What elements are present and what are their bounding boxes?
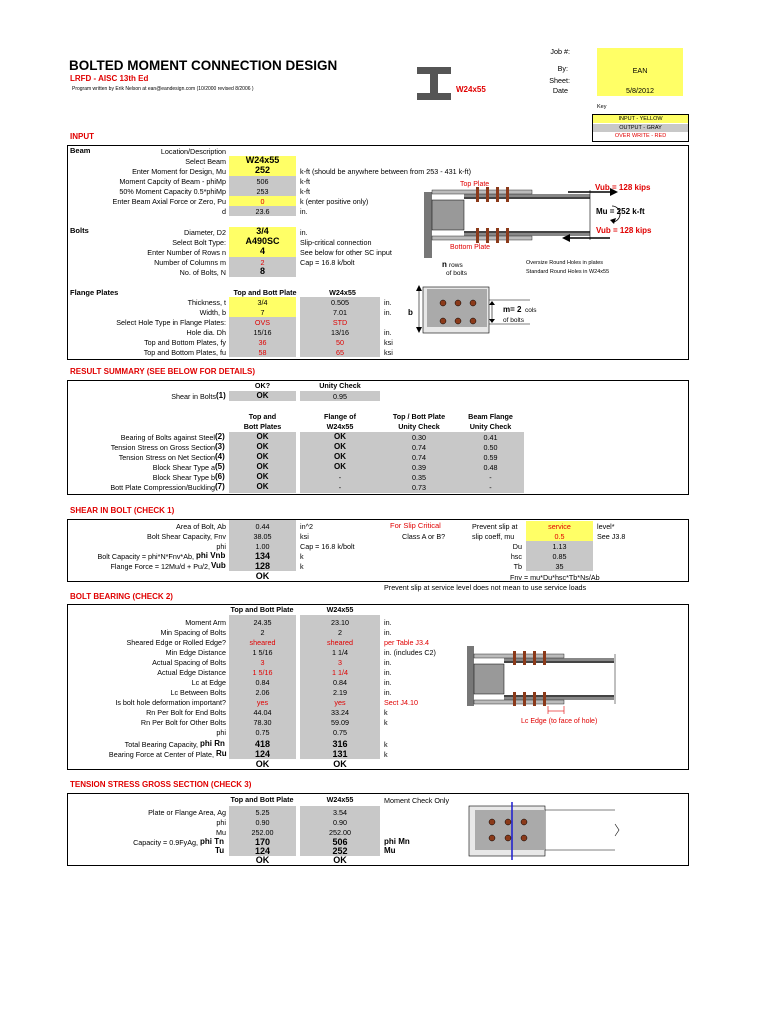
input-section-title: INPUT: [70, 132, 94, 141]
summary-col-header: Bott Plates: [243, 422, 282, 431]
bearing-unit: in.: [384, 678, 392, 687]
m-label: m= 2: [503, 305, 522, 314]
bearing-row-label: Actual Edge Distance: [157, 668, 226, 677]
bearing-row-label: Lc Between Bolts: [170, 688, 226, 697]
service-value: service: [548, 522, 571, 531]
d-value: 23.6: [255, 207, 270, 216]
slip-coeff-label: slip coeff, mu: [472, 532, 515, 541]
bearing-cell: 2.06: [255, 688, 270, 697]
shear-unit: k: [300, 552, 304, 561]
bearing-row-label: Is bolt hole deformation important?: [115, 698, 226, 707]
bearing-cell: 1 1/4: [332, 668, 348, 677]
ok-header: OK?: [254, 381, 271, 390]
bearing-cell: sheared: [249, 638, 276, 647]
tension-cell: 252.00: [329, 828, 351, 837]
bearing-cell: yes: [334, 698, 346, 707]
date-label: Date: [552, 86, 568, 95]
mu-label: Mu = 252 k-ft: [596, 207, 645, 216]
summary-cell: 0.48: [483, 463, 498, 472]
shear-value: 0.44: [255, 522, 270, 531]
bearing-ok-1: OK: [255, 759, 270, 769]
phi-mn-label: phi Mn: [384, 837, 410, 846]
bearing-unit: k: [384, 708, 388, 717]
summary-cell: 0.74: [412, 443, 426, 452]
bearing-total-2: 316: [332, 739, 348, 749]
plate-row-label: Select Hole Type in Flange Plates:: [116, 318, 226, 327]
bearing-unit: in.: [384, 688, 392, 697]
summary-cell: -: [338, 483, 342, 492]
lc-edge-label: Lc Edge (to face of hole): [521, 718, 598, 725]
summary-cell: OK: [256, 432, 269, 441]
summary-col-header: Unity Check: [469, 422, 512, 431]
bolt-rows-value: 4: [259, 246, 265, 256]
bearing-cell: 1 5/16: [252, 648, 273, 657]
shear-value: 1.00: [255, 542, 270, 551]
plate-cell: 36: [258, 338, 267, 347]
bolt-row-label: Number of Columns m: [154, 258, 226, 267]
summary-cell: 0.73: [412, 483, 426, 492]
summary-cell: 0.74: [412, 453, 426, 462]
sheet-label: Sheet:: [549, 76, 570, 85]
summary-cell: OK: [334, 442, 346, 451]
key-output: OUTPUT - GRAY: [593, 124, 688, 132]
beam-select-value: W24x55: [245, 155, 280, 165]
summary-cell: OK: [334, 432, 346, 441]
shear-uc-value: 0.95: [333, 392, 347, 401]
bearing-cell: 1 1/4: [332, 648, 348, 657]
summary-row-label: Bott Plate Compression/Buckling: [110, 483, 215, 492]
bolt-unit: Cap = 16.8 k/bolt: [300, 258, 355, 267]
level-label: level*: [597, 522, 615, 531]
bolt-row-label: No. of Bolts, N: [179, 268, 226, 277]
bearing-row-label: Bearing Force at Center of Plate,: [108, 750, 214, 759]
summary-cell: 0.35: [412, 473, 426, 482]
bearing-cell: 23.10: [331, 618, 349, 627]
of-bolts-label: of bolts: [446, 270, 467, 277]
summary-cell: OK: [256, 442, 269, 451]
shear-row-label: Flange Force = 12Mu/d + Pu/2,: [110, 562, 210, 571]
shear-row-label: Bolt Shear Capacity, Fnv: [147, 532, 226, 541]
plate-cell: 65: [336, 348, 344, 357]
beam-row-label: Enter Moment for Design, Mu: [132, 167, 226, 176]
vub-bot-label: Vub = 128 kips: [596, 226, 652, 235]
gross-section-plan-diagram: [465, 800, 635, 862]
summary-cell: -: [338, 473, 342, 482]
beam-row-label: 50% Moment Capacity 0.5*phiMp: [119, 187, 226, 196]
bearing-cell: 78.30: [253, 718, 272, 727]
bolt-cols-value: 2: [260, 258, 265, 267]
summary-row-label: Block Shear Type a: [152, 463, 215, 472]
d-unit: in.: [300, 207, 308, 216]
check-number: (1): [216, 391, 226, 400]
du-value: 1.13: [552, 542, 567, 551]
bearing-row-label: Min Spacing of Bolts: [160, 628, 226, 637]
slip-note: Prevent slip at service level does not mean to use service loads: [384, 583, 587, 592]
bolt-type-value: A490SC: [245, 236, 280, 246]
plate-unit: in.: [384, 308, 392, 317]
plate-row-label: Hole dia. Dh: [186, 328, 226, 337]
check-number: (6): [215, 472, 225, 481]
mu-unit: k-ft (should be anywhere between from 253 - 431 k-ft): [300, 167, 471, 176]
bearing-unit: in. (includes C2): [384, 648, 436, 657]
summary-cell: OK: [256, 462, 269, 471]
tension-symbol: Tu: [215, 846, 225, 855]
bearing-cell: 0.84: [255, 678, 270, 687]
bolt-diameter-value: 3/4: [256, 226, 269, 236]
plate-cell: STD: [332, 318, 348, 327]
key-label: Key: [597, 104, 607, 110]
tension-row-label: Capacity = 0.9FyAg,: [133, 838, 198, 847]
du-label: Du: [512, 542, 522, 551]
summary-cell: OK: [334, 462, 346, 471]
bearing-row-label: Sheared Edge or Rolled Edge?: [126, 638, 226, 647]
section-label: W24x55: [456, 85, 486, 94]
shear-check-title: SHEAR IN BOLT (CHECK 1): [70, 506, 175, 515]
tension-check-title: TENSION STRESS GROSS SECTION (CHECK 3): [70, 780, 252, 789]
beam-row-label: Moment Capcity of Beam - phiMp: [119, 177, 226, 186]
plate-cell: 50: [336, 338, 344, 347]
shear-unit: k: [300, 562, 304, 571]
shear-value: 128: [254, 561, 271, 571]
shear-symbol: phi Vnb: [196, 551, 226, 560]
summary-cell: -: [489, 483, 492, 492]
bearing-cell: 59.09: [331, 718, 349, 727]
plate-cell: 13/16: [331, 328, 349, 337]
fnv-formula: Fnv = mu*Du*hsc*Tb*Ns/Ab: [510, 573, 600, 582]
hsc-label: hsc: [510, 552, 522, 561]
tension-cell: 0.90: [333, 818, 347, 827]
bearing-cell: 2.19: [333, 688, 347, 697]
plate-cell: 7: [260, 308, 265, 317]
bearing-unit: k: [384, 740, 388, 749]
plate-row-label: Top and Bottom Plates, fu: [143, 348, 226, 357]
bearing-unit: k: [384, 718, 388, 727]
bearing-row-label: Actual Spacing of Bolts: [152, 658, 226, 667]
half-phimp-unit: k-ft: [300, 187, 310, 196]
bolt-row-label: Diameter, D2: [184, 228, 226, 237]
width-b-label: b: [408, 308, 413, 317]
plate-plan-diagram: [400, 283, 620, 358]
tension-col1-header: Top and Bott Plate: [230, 795, 294, 804]
pu-value: 0: [260, 197, 265, 206]
standard-note: Standard Round Holes in W24x55: [526, 269, 610, 275]
top-plate-label: Top Plate: [460, 181, 490, 188]
plate-cell: OVS: [254, 318, 271, 327]
bearing-unit: in.: [384, 618, 392, 627]
slip-critical-title: For Slip Critical: [390, 521, 441, 530]
check-number: (2): [215, 432, 225, 441]
oversize-note: Oversize Round Holes in plates: [526, 260, 604, 266]
beam-section-icon: [415, 65, 455, 103]
summary-row-label: Tension Stress on Gross Section: [110, 443, 215, 452]
rows-label: rows: [449, 262, 463, 269]
bolt-unit: See below for other SC input: [300, 248, 392, 257]
bearing-row-label: Min Edge Distance: [165, 648, 226, 657]
bearing-row-label: Rn Per Bolt for Other Bolts: [140, 718, 226, 727]
job-label: Job #:: [550, 47, 570, 56]
plates-col1-header: Top and Bott Plate: [233, 288, 297, 297]
code-subtitle: LRFD - AISC 13th Ed: [70, 74, 149, 83]
bearing-cell: yes: [256, 698, 269, 707]
bearing-unit: in.: [384, 628, 392, 637]
plate-cell: 0.505: [331, 298, 349, 307]
bearing-row-label: Moment Arm: [185, 618, 226, 627]
bearing-col1-header: Top and Bott Plate: [230, 605, 294, 614]
n-label: n: [442, 260, 447, 269]
plate-row-label: Width, b: [199, 308, 226, 317]
bearing-force-2: 131: [332, 749, 348, 759]
phimp-unit: k-ft: [300, 177, 310, 186]
mu-demand-label: Mu: [384, 846, 396, 855]
tb-value: 35: [555, 562, 564, 571]
bearing-cell: 44.04: [253, 708, 272, 717]
plate-unit: in.: [384, 298, 392, 307]
summary-cell: -: [489, 473, 492, 482]
bearing-force-1: 124: [254, 749, 271, 759]
bearing-cell: 2: [260, 628, 265, 637]
bearing-cell: 33.24: [331, 708, 349, 717]
plate-unit: in.: [384, 328, 392, 337]
check-number: (4): [215, 452, 225, 461]
bearing-check-title: BOLT BEARING (CHECK 2): [70, 592, 173, 601]
half-phimp-value: 253: [256, 187, 269, 196]
bearing-row-label: phi: [216, 728, 226, 737]
bearing-row-label: Rn Per Bolt for End Bolts: [146, 708, 226, 717]
plate-unit: ksi: [384, 338, 393, 347]
plates-col2-header: W24x55: [329, 288, 356, 297]
summary-cell: 0.39: [412, 463, 426, 472]
bottom-plate-label: Bottom Plate: [450, 244, 491, 251]
bearing-symbol: Ru: [216, 749, 227, 758]
summary-col-header: Unity Check: [398, 422, 440, 431]
bearing-unit: in.: [384, 668, 392, 677]
vub-top-label: Vub = 128 kips: [595, 183, 651, 192]
shear-row-label: phi: [216, 542, 226, 551]
bearing-unit: k: [384, 750, 388, 759]
bearing-cell: 3: [338, 658, 342, 667]
tension-symbol: phi Tn: [200, 837, 224, 846]
plate-cell: 15/16: [253, 328, 272, 337]
summary-cell: OK: [256, 482, 269, 491]
by-label: By:: [557, 64, 568, 73]
check-number: (5): [215, 462, 225, 471]
beam-row-label: Select Beam: [185, 157, 226, 166]
summary-col-header: W24x55: [326, 422, 354, 431]
of-bolts-cols-label: of bolts: [503, 317, 524, 324]
phimp-value: 506: [256, 177, 269, 186]
key-overwrite: OVER WRITE - RED: [614, 133, 667, 139]
bolt-unit: Slip-critical connection: [300, 238, 372, 247]
plate-row-label: Top and Bottom Plates, fy: [144, 338, 226, 347]
bearing-cell: 0.75: [255, 728, 270, 737]
summary-cell: OK: [256, 472, 269, 481]
tension-ok-2: OK: [333, 855, 347, 865]
shear-value: 134: [254, 551, 271, 561]
bearing-row-label: Total Bearing Capacity,: [124, 740, 198, 749]
bolt-unit: in.: [300, 228, 308, 237]
shear-unit: ksi: [300, 532, 309, 541]
bolt-row-label: Enter Number of Rows n: [147, 248, 226, 257]
summary-col-header: Flange of: [324, 412, 356, 421]
shear-unit: in^2: [300, 522, 313, 531]
cols-label: cols: [525, 307, 537, 314]
plate-cell: 58: [258, 348, 267, 357]
tension-cell: 3.54: [333, 808, 347, 817]
shear-value: 38.05: [253, 532, 272, 541]
tension-capacity-1: 170: [254, 837, 271, 847]
tension-ok-1: OK: [255, 855, 270, 865]
pu-unit: k (enter positive only): [300, 197, 369, 206]
bearing-ok-2: OK: [333, 759, 347, 769]
bearing-unit: in.: [384, 658, 392, 667]
unity-check-header: Unity Check: [319, 381, 361, 390]
moment-check-only: Moment Check Only: [384, 796, 450, 805]
beam-row-label: Enter Beam Axial Force or Zero, Pu: [112, 197, 226, 206]
bearing-cell: 0.75: [333, 728, 347, 737]
tension-demand-2: 252: [332, 846, 348, 856]
shear-ok-value: OK: [256, 391, 269, 400]
shear-row-label: Bolt Capacity = phi*N*Fnv*Ab,: [97, 552, 194, 561]
date-value: 5/8/2012: [626, 86, 654, 95]
class-ab-label: Class A or B?: [402, 532, 446, 541]
bearing-total-1: 418: [254, 739, 271, 749]
summary-row-label: Tension Stress on Net Section: [118, 453, 215, 462]
bearing-cell: 1 5/16: [252, 668, 273, 677]
tension-demand-1: 124: [254, 846, 271, 856]
summary-cell: 0.59: [483, 453, 498, 462]
shear-unit: Cap = 16.8 k/bolt: [300, 542, 355, 551]
summary-row-label: Block Shear Type b: [152, 473, 215, 482]
bearing-cell: 2: [338, 628, 342, 637]
summary-cell: OK: [334, 452, 346, 461]
tension-capacity-2: 506: [332, 837, 348, 847]
summary-col-header: Top / Bott Plate: [392, 412, 446, 421]
slip-coeff-value: 0.5: [554, 532, 565, 541]
tension-cell: 0.90: [255, 818, 270, 827]
tb-label: Tb: [513, 562, 522, 571]
bearing-cell: sheared: [327, 638, 353, 647]
summary-col-header: Top and: [248, 412, 277, 421]
beam-row-label: Location/Description: [160, 147, 226, 156]
tension-row-label: Mu: [216, 828, 226, 837]
bearing-cell: 0.84: [333, 678, 347, 687]
summary-cell: OK: [256, 452, 269, 461]
mu-value: 252: [254, 165, 271, 175]
check-number: (3): [215, 442, 225, 451]
plate-unit: ksi: [384, 348, 393, 357]
plate-cell: 7.01: [333, 308, 347, 317]
tension-row-label: phi: [216, 818, 226, 827]
bolt-row-label: Select Bolt Type:: [172, 238, 226, 247]
bearing-row-label: Lc at Edge: [191, 678, 226, 687]
by-value: EAN: [632, 66, 648, 75]
tension-row-label: Plate or Flange Area, Ag: [148, 808, 226, 817]
shear-symbol: Vub: [211, 561, 226, 570]
plate-cell: 3/4: [257, 298, 268, 307]
summary-row-label: Bearing of Bolts against Steel: [120, 433, 215, 442]
summary-cell: 0.30: [412, 433, 426, 442]
credit-line: Program written by Erik Nelson at ean@eandesign.com (10/2000 revised 8/2006 ): [72, 86, 254, 92]
hsc-value: 0.85: [552, 552, 567, 561]
bearing-symbol: phi Rn: [200, 739, 225, 748]
shear-bolts-label: Shear in Bolts: [171, 392, 216, 401]
summary-title: RESULT SUMMARY (SEE BELOW FOR DETAILS): [70, 367, 256, 376]
plates-group-label: Flange Plates: [70, 288, 119, 297]
page-title: BOLTED MOMENT CONNECTION DESIGN: [69, 58, 338, 73]
shear-row-label: Area of Bolt, Ab: [176, 522, 226, 531]
beam-row-label: d: [222, 207, 226, 216]
bolt-count-value: 8: [259, 266, 265, 276]
bearing-cell: 3: [260, 658, 265, 667]
summary-cell: 0.41: [483, 433, 498, 442]
plate-row-label: Thickness, t: [187, 298, 226, 307]
bolts-group-label: Bolts: [70, 226, 89, 235]
connection-elevation-diagram: [420, 178, 690, 278]
shear-ok: OK: [255, 571, 270, 581]
tension-col2-header: W24x55: [326, 795, 354, 804]
summary-col-header: Beam Flange: [468, 412, 513, 421]
bearing-cell: 24.35: [253, 618, 272, 627]
tension-cell: 5.25: [255, 808, 270, 817]
check-number: (7): [215, 482, 225, 491]
summary-cell: 0.50: [483, 443, 498, 452]
bearing-col2-header: W24x55: [326, 605, 354, 614]
bearing-unit: Sect J4.10: [384, 698, 418, 707]
prevent-slip-label: Prevent slip at: [472, 522, 518, 531]
tension-cell: 252.00: [251, 828, 274, 837]
bearing-elevation-diagram: [465, 640, 645, 730]
bearing-unit: per Table J3.4: [384, 638, 430, 647]
beam-group-label: Beam: [70, 146, 91, 155]
key-input: INPUT - YELLOW: [593, 115, 688, 123]
see-j38: See J3.8: [597, 532, 626, 541]
